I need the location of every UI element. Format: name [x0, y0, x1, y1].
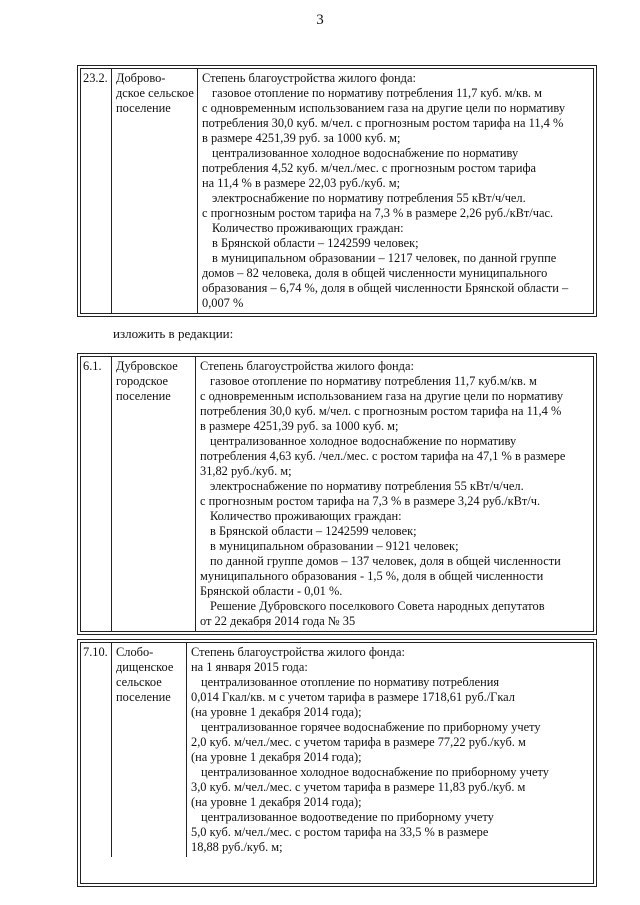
description-line: потребления 30,0 куб. м/чел. с прогнозным ростом тарифа на 11,4 % — [200, 404, 562, 418]
description-line: 5,0 куб. м/чел./мес. с ростом тарифа на 33,5 % в размере — [191, 825, 489, 839]
description-line: газовое отопление по нормативу потребления 11,7 куб.м/кв. м — [210, 374, 537, 388]
description-line: в муниципальном образовании – 1217 человек, по данной группе — [212, 251, 557, 265]
entry-description — [198, 69, 593, 313]
page-number: 3 — [316, 12, 324, 28]
description-line: Степень благоустройства жилого фонда: — [191, 645, 405, 659]
table-entry-6-1 — [80, 356, 594, 632]
description-line: газовое отопление по нормативу потребления 11,7 куб. м/кв. м — [212, 86, 542, 100]
entry-number: 7.10. — [81, 643, 112, 857]
description-line: домов – 82 человека, доля в общей численности муниципального — [202, 266, 548, 280]
description-line: 0,014 Гкал/кв. м с учетом тарифа в размере 1718,61 руб./Гкал — [191, 690, 515, 704]
table-entry-23-2 — [80, 68, 594, 314]
settlement-name-line: поселение — [116, 101, 171, 115]
description-line: Степень благоустройства жилого фонда: — [200, 359, 414, 373]
entry-description — [187, 643, 593, 857]
description-line: Количество проживающих граждан: — [212, 221, 404, 235]
description-line: Брянской области - 0,01 %. — [200, 584, 343, 598]
description-line: от 22 декабря 2014 года № 35 — [200, 614, 356, 628]
description-line: по данной группе домов – 137 человек, доля в общей численности — [210, 554, 561, 568]
description-line: Степень благоустройства жилого фонда: — [202, 71, 416, 85]
table-entry-7-10 — [80, 642, 594, 884]
amendment-text: изложить в редакции: — [113, 326, 234, 341]
settlement-name-line: городское — [116, 374, 169, 388]
description-line: потребления 4,52 куб. м/чел./мес. с прогнозным ростом тарифа — [202, 161, 536, 175]
settlement-name-line: Дубровское — [116, 359, 178, 373]
description-line: с одновременным использованием газа на другие цели по нормативу — [202, 101, 566, 115]
description-line: централизованное горячее водоснабжение по приборному учету — [201, 720, 541, 734]
description-line: с прогнозным ростом тарифа на 7,3 % в размере 2,26 руб./кВт/час. — [202, 206, 554, 220]
description-line: образования – 6,74 %, доля в общей численности Брянской области – — [202, 281, 569, 295]
description-line: централизованное холодное водоснабжение по нормативу — [210, 434, 517, 448]
description-line: централизованное холодное водоснабжение по нормативу — [212, 146, 519, 160]
description-line: централизованное водоотведение по приборному учету — [201, 810, 494, 824]
entry-number: 23.2. — [81, 69, 112, 313]
description-line: электроснабжение по нормативу потребления 55 кВт/ч/чел. — [212, 191, 526, 205]
description-line: в размере 4251,39 руб. за 1000 куб. м; — [202, 131, 401, 145]
description-line: с прогнозным ростом тарифа на 7,3 % в размере 3,24 руб./кВт/ч. — [200, 494, 541, 508]
description-line: муниципального образования - 1,5 %, доля в общей численности — [200, 569, 544, 583]
description-line: электроснабжение по нормативу потребления 55 кВт/ч/чел. — [210, 479, 524, 493]
settlement-name-line: сельское — [116, 675, 162, 689]
description-line: Количество проживающих граждан: — [210, 509, 402, 523]
entry-number: 6.1. — [81, 357, 112, 631]
description-line: потребления 30,0 куб. м/чел. с прогнозным ростом тарифа на 11,4 % — [202, 116, 564, 130]
settlement-name-line: дское сельское — [116, 86, 194, 100]
description-line: 31,82 руб./куб. м; — [200, 464, 292, 478]
settlement-name-line: Слобо- — [116, 645, 154, 659]
description-line: 2,0 куб. м/чел./мес. с учетом тарифа в размере 77,22 руб./куб. м — [191, 735, 526, 749]
description-line: (на уровне 1 декабря 2014 года); — [191, 705, 362, 719]
description-line: централизованное холодное водоснабжение по приборному учету — [201, 765, 549, 779]
description-line: централизованное отопление по нормативу потребления — [201, 675, 500, 689]
description-line: Решение Дубровского поселкового Совета народных депутатов — [210, 599, 545, 613]
description-line: (на уровне 1 декабря 2014 года); — [191, 795, 362, 809]
description-line: потребления 4,63 куб. /чел./мес. с ростом тарифа на 47,1 % в размере — [200, 449, 566, 463]
description-line: 18,88 руб./куб. м; — [191, 840, 283, 854]
settlement-name-line: дищенское — [116, 660, 174, 674]
entry-settlement — [112, 643, 187, 857]
description-line: в Брянской области – 1242599 человек; — [212, 236, 419, 250]
description-line: 3,0 куб. м/чел./мес. с учетом тарифа в размере 11,83 руб./куб. м — [191, 780, 526, 794]
description-line: в Брянской области – 1242599 человек; — [210, 524, 417, 538]
description-line: 0,007 % — [202, 296, 244, 310]
description-line: на 11,4 % в размере 22,03 руб./куб. м; — [202, 176, 401, 190]
entry-description — [196, 357, 593, 631]
entry-settlement — [112, 357, 196, 631]
settlement-name-line: поселение — [116, 690, 171, 704]
settlement-name-line: Доброво- — [116, 71, 166, 85]
description-line: в размере 4251,39 руб. за 1000 куб. м; — [200, 419, 399, 433]
description-line: (на уровне 1 декабря 2014 года); — [191, 750, 362, 764]
settlement-name-line: поселение — [116, 389, 171, 403]
entry-settlement — [112, 69, 198, 313]
description-line: с одновременным использованием газа на другие цели по нормативу — [200, 389, 564, 403]
description-line: на 1 января 2015 года: — [191, 660, 308, 674]
description-line: в муниципальном образовании – 9121 человек; — [210, 539, 459, 553]
